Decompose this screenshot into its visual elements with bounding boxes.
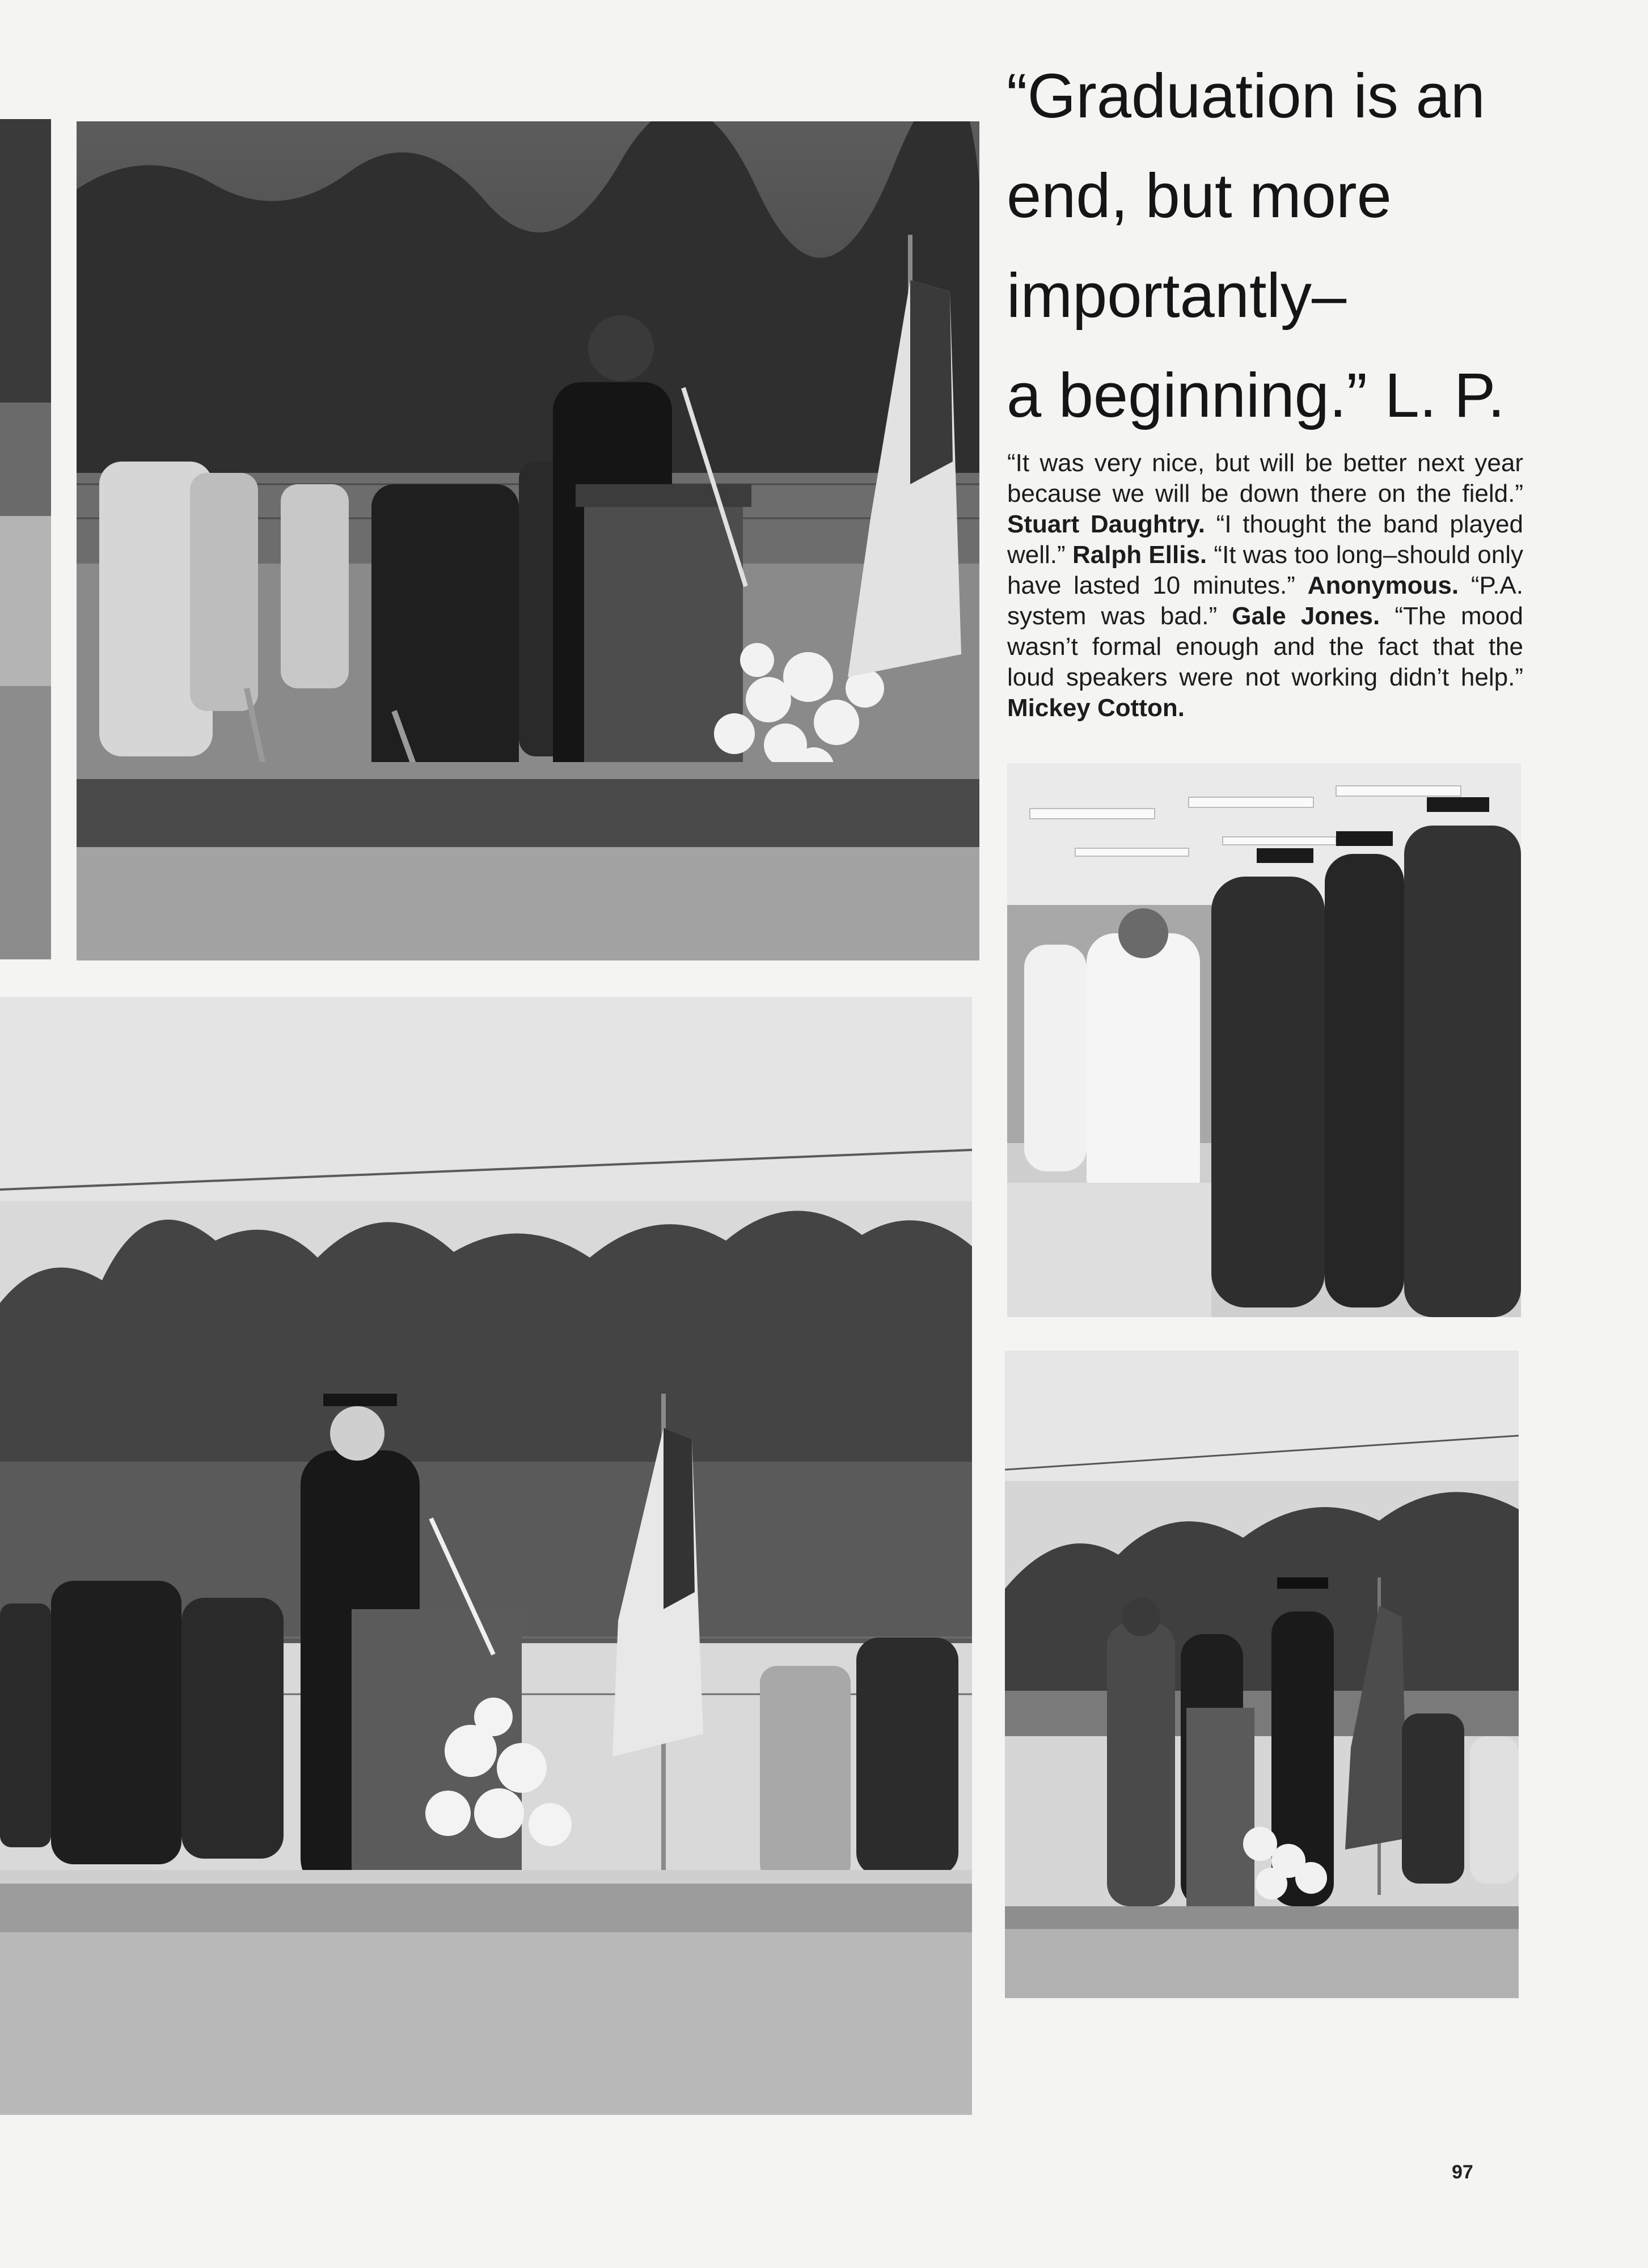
edge-photo-fragment (0, 119, 51, 959)
headline-line-4-text: a beginning.” (1007, 361, 1368, 430)
photo-graduate-speaking (0, 997, 972, 2115)
headline-initials: L. P. (1384, 361, 1505, 430)
quote-author: Stuart Daughtry. (1007, 510, 1205, 538)
quote-author: Mickey Cotton. (1007, 694, 1185, 722)
headline-quote (1007, 46, 1630, 446)
quote-author: Gale Jones. (1232, 602, 1380, 630)
headline-line-1: “Graduation is an (1007, 61, 1485, 131)
quote-text: “I thought the band played well.” (1007, 510, 1523, 569)
student-quotes-paragraph (1007, 448, 1523, 723)
headline-line-2: end, but more (1007, 161, 1392, 231)
quote-text: “P.A. system was bad.” (1007, 572, 1523, 630)
photo-graduates-hallway (1007, 763, 1521, 1317)
quote-text: “The mood wasn’t formal enough and the fact that the loud speakers were not working didn’t help.” (1007, 602, 1524, 691)
headline-line-4 (1007, 346, 1630, 446)
quote-author: Ralph Ellis. (1072, 541, 1207, 569)
photo-diploma-presentation (1005, 1351, 1519, 1998)
quote-text: “It was too long–should only have lasted 10 minutes.” (1007, 541, 1523, 599)
quote-text: “It was very nice, but will be better next year because we will be down there on the field.” (1007, 449, 1523, 507)
quote-author: Anonymous. (1307, 572, 1459, 599)
page-number: 97 (1452, 2161, 1473, 2183)
headline-line-3: importantly– (1007, 261, 1347, 331)
photo-speaker-at-podium (77, 121, 979, 960)
